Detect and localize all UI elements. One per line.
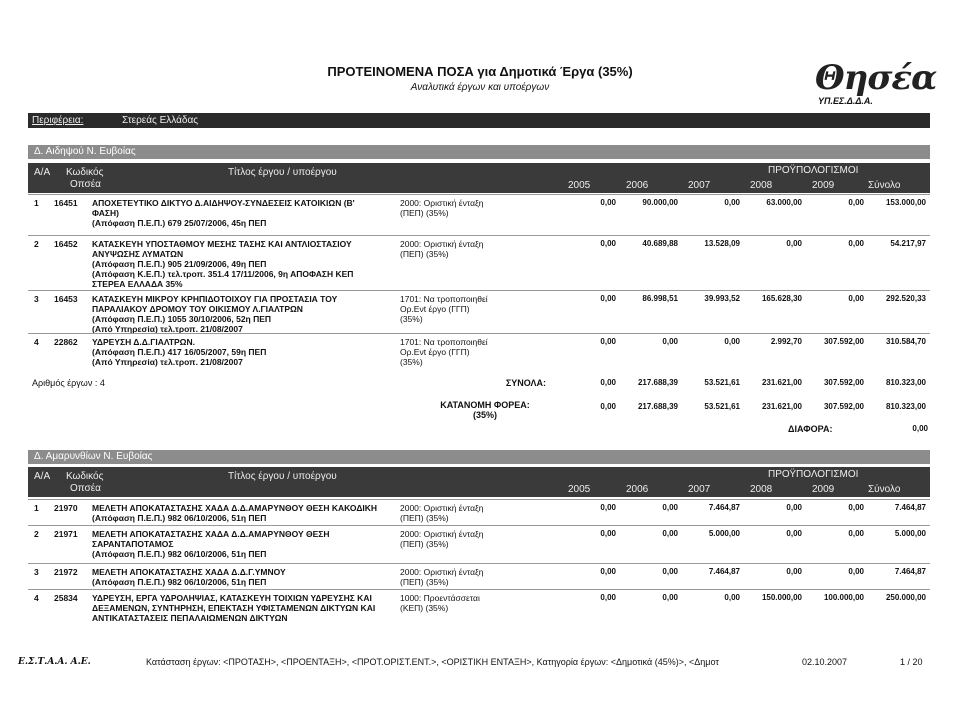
row-title-line: (Απόφαση Π.Ε.Π.) 982 06/10/2006, 51η ΠΕΠ — [92, 513, 267, 523]
alloc-value: 810.323,00 — [885, 402, 926, 411]
row-value: 0,00 — [662, 529, 678, 538]
row-category: (ΠΕΠ) (35%) — [400, 249, 449, 259]
row-title-line: (Απόφαση Π.Ε.Π.) 905 21/09/2006, 49η ΠΕΠ — [92, 259, 267, 269]
col-2005: 2005 — [568, 180, 591, 191]
row-value: 7.464,87 — [708, 503, 740, 512]
alloc-value: 231.621,00 — [761, 402, 802, 411]
municipality-name-2: Δ. Αμαρυνθίων Ν. Ευβοίας — [34, 451, 153, 462]
totals-value: 810.323,00 — [885, 378, 926, 387]
row-value: 13.528,09 — [704, 239, 740, 248]
row-value: 0,00 — [724, 593, 740, 602]
row-title-line: ΚΑΤΑΣΚΕΥΗ ΜΙΚΡΟΥ ΚΡΗΠΙΔΟΤΟΙΧΟΥ ΓΙΑ ΠΡΟΣΤΑΣΙΑ ΤΟΥ — [92, 294, 338, 304]
row-category: 1000: Προεντάσσεται — [400, 593, 480, 603]
municipality-name: Δ. Αιδηψού Ν. Ευβοίας — [34, 146, 136, 157]
row-category: 1701: Να τροποποιηθεί — [400, 294, 488, 304]
totals-value: 217.688,39 — [637, 378, 678, 387]
row-value: 0,00 — [600, 337, 616, 346]
row-title-line: ΦΑΣΗ) — [92, 208, 119, 218]
row-category: (ΠΕΠ) (35%) — [400, 539, 449, 549]
row-category: 2000: Οριστική ένταξη — [400, 567, 484, 577]
row-category: (ΠΕΠ) (35%) — [400, 208, 449, 218]
row-title-line: ΥΔΡΕΥΣΗ Δ.Δ.ΓΙΑΛΤΡΩΝ. — [92, 337, 195, 347]
row-value: 90.000,00 — [642, 198, 678, 207]
row-aa: 1 — [34, 503, 39, 513]
row-aa: 3 — [34, 567, 39, 577]
row-value: 0,00 — [662, 593, 678, 602]
row-title-line: ΜΕΛΕΤΗ ΑΠΟΚΑΤΑΣΤΑΣΗΣ ΧΑΔΑ Δ.Δ.Γ.ΥΜΝΟΥ — [92, 567, 286, 577]
row-value: 0,00 — [600, 593, 616, 602]
row-value: 7.464,87 — [894, 503, 926, 512]
row-value: 0,00 — [848, 294, 864, 303]
row-aa: 2 — [34, 239, 39, 249]
row-value: 153.000,00 — [885, 198, 926, 207]
row-value: 7.464,87 — [894, 567, 926, 576]
page-subtitle: Αναλυτικά έργων και υποέργων — [410, 82, 550, 93]
row-value: 0,00 — [600, 198, 616, 207]
row-category: 2000: Οριστική ένταξη — [400, 503, 484, 513]
totals-label: ΣΥΝΟΛΑ: — [505, 378, 546, 388]
row-category: (35%) — [400, 314, 423, 324]
row-value: 0,00 — [724, 198, 740, 207]
diff-label: ΔΙΑΦΟΡΑ: — [788, 424, 833, 434]
row-title-line: ΣΑΡΑΝΤΑΠΟΤΑΜΟΣ — [92, 539, 174, 549]
row-code: 21970 — [54, 503, 78, 513]
row-value: 0,00 — [600, 503, 616, 512]
row-value: 40.689,88 — [642, 239, 678, 248]
col-title: Τίτλος έργου / υποέργου — [228, 167, 337, 178]
totals-value: 53.521,61 — [704, 378, 740, 387]
row-code: 25834 — [54, 593, 78, 603]
row-title-line: (Από Υπηρεσία) τελ.τροπ. 21/08/2007 — [92, 357, 243, 367]
row-value: 2.992,70 — [770, 337, 802, 346]
page-title: ΠΡΟΤΕΙΝΟΜΕΝΑ ΠΟΣΑ για Δημοτικά Έργα (35%) — [327, 64, 633, 79]
alloc-value: 307.592,00 — [823, 402, 864, 411]
table-header — [28, 163, 930, 193]
row-code: 16451 — [54, 198, 78, 208]
row-title-line: (Απόφαση Κ.Ε.Π.) τελ.τροπ. 351.4 17/11/2006, 9η ΑΠΟΦΑΣΗ ΚΕΠ — [92, 269, 354, 279]
municipality-bar-2 — [28, 450, 930, 464]
row-aa: 2 — [34, 529, 39, 539]
row-code: 22862 — [54, 337, 78, 347]
row-aa: 4 — [34, 337, 39, 347]
row-category: 2000: Οριστική ένταξη — [400, 239, 484, 249]
table-header-2: Α/Α Κωδικός Οπσέα Τίτλος έργου / υποέργου ΠΡΟΫΠΟΛΟΓΙΣΜΟΙ 2005 2006 2007 2008 2009 Σύνολο — [28, 467, 930, 497]
row-value: 165.628,30 — [761, 294, 802, 303]
col-budget: ΠΡΟΫΠΟΛΟΓΙΣΜΟΙ — [768, 165, 859, 176]
row-value: 0,00 — [662, 337, 678, 346]
row-value: 0,00 — [662, 503, 678, 512]
diff-value: 0,00 — [912, 424, 928, 433]
alloc-value: 0,00 — [600, 402, 616, 411]
row-title-line: (Απόφαση Π.Ε.Π.) 1055 30/10/2006, 52η ΠΕΠ — [92, 314, 272, 324]
row-value: 292.520,33 — [885, 294, 926, 303]
row-title-line: ΚΑΤΑΣΚΕΥΗ ΥΠΟΣΤΑΘΜΟΥ ΜΕΣΗΣ ΤΑΣΗΣ ΚΑΙ ΑΝΤΛΙΟΣΤΑΣΙΟΥ — [92, 239, 352, 249]
row-value: 0,00 — [600, 567, 616, 576]
footer-date: 02.10.2007 — [802, 657, 848, 667]
page-number: 1 / 20 — [900, 657, 923, 667]
row-value: 307.592,00 — [823, 337, 864, 346]
col-code-sub: Οπσέα — [70, 179, 101, 190]
row-title-line: ΠΑΡΑΛΙΑΚΟΥ ΔΡΟΜΟΥ ΤΟΥ ΟΙΚΙΣΜΟΥ Λ.ΓΙΑΛΤΡΩΝ — [92, 304, 303, 314]
row-title-line: ΥΔΡΕΥΣΗ, ΕΡΓΑ ΥΔΡΟΛΗΨΙΑΣ, ΚΑΤΑΣΚΕΥΗ ΤΟΙΧΙΩΝ ΥΔΡΕΥΣΗΣ ΚΑΙ — [92, 593, 372, 603]
row-value: 7.464,87 — [708, 567, 740, 576]
row-value: 0,00 — [724, 337, 740, 346]
row-value: 0,00 — [786, 529, 802, 538]
col-aa: Α/Α — [34, 167, 51, 178]
row-value: 250.000,00 — [885, 593, 926, 602]
row-aa: 1 — [34, 198, 39, 208]
col-2006: 2006 — [626, 180, 649, 191]
row-value: 86.998,51 — [642, 294, 678, 303]
logo: Θησέα — [815, 58, 937, 98]
row-value: 0,00 — [786, 567, 802, 576]
row-title-line: ΜΕΛΕΤΗ ΑΠΟΚΑΤΑΣΤΑΣΗΣ ΧΑΔΑ Δ.Δ.ΑΜΑΡΥΝΘΟΥ ΘΕΣΗ — [92, 529, 330, 539]
row-value: 54.217,97 — [890, 239, 926, 248]
row-value: 0,00 — [600, 529, 616, 538]
row-code: 16453 — [54, 294, 78, 304]
footer-org: Ε.Σ.Τ.Α.Α. Α.Ε. — [18, 657, 91, 667]
row-code: 16452 — [54, 239, 78, 249]
col-2007: 2007 — [688, 180, 711, 191]
row-value: 39.993,52 — [704, 294, 740, 303]
totals-value: 0,00 — [600, 378, 616, 387]
col-2009: 2009 — [812, 180, 835, 191]
row-value: 0,00 — [848, 529, 864, 538]
row-value: 5.000,00 — [708, 529, 740, 538]
row-title-line: ΣΤΕΡΕΑ ΕΛΛΑΔΑ 35% — [92, 279, 183, 289]
row-category: (ΠΕΠ) (35%) — [400, 513, 449, 523]
table-row — [28, 290, 930, 333]
row-title-line: (Απόφαση Π.Ε.Π.) 982 06/10/2006, 51η ΠΕΠ — [92, 577, 267, 587]
alloc-label: ΚΑΤΑΝΟΜΗ ΦΟΡΕΑ: (35%) — [440, 400, 530, 420]
municipality-bar — [28, 145, 930, 159]
table-row — [28, 589, 930, 629]
row-value: 0,00 — [600, 239, 616, 248]
row-value: 0,00 — [848, 198, 864, 207]
table-row — [28, 333, 930, 369]
row-title-line: (Απόφαση Π.Ε.Π.) 679 25/07/2006, 45η ΠΕΠ — [92, 218, 267, 228]
row-value: 100.000,00 — [823, 593, 864, 602]
row-value: 0,00 — [600, 294, 616, 303]
logo-subtitle: ΥΠ.ΕΣ.Δ.Δ.Α. — [818, 96, 873, 106]
row-value: 150.000,00 — [761, 593, 802, 602]
col-2008: 2008 — [750, 180, 773, 191]
row-value: 310.584,70 — [885, 337, 926, 346]
row-value: 5.000,00 — [894, 529, 926, 538]
table-row — [28, 235, 930, 290]
row-category: Ορ.Ενt έργο (ΓΓΠ) — [400, 304, 470, 314]
table-row — [28, 194, 930, 235]
row-value: 0,00 — [786, 239, 802, 248]
row-category: (ΚΕΠ) (35%) — [400, 603, 449, 613]
row-category: 2000: Οριστική ένταξη — [400, 529, 484, 539]
region-bar — [28, 113, 930, 128]
footer-legend: Κατάσταση έργων: <ΠΡΟΤΑΣΗ>, <ΠΡΟΕΝΤΑΞΗ>, <ΠΡΟΤ.ΟΡΙΣΤ.ΕΝΤ.>, <ΟΡΙΣΤΙΚΗ ΕΝΤΑΞΗ>, Κατηγορία έργων: <Δημοτικά (45%)>, <Δημοτ — [146, 657, 719, 667]
row-code: 21972 — [54, 567, 78, 577]
alloc-value: 217.688,39 — [637, 402, 678, 411]
row-title-line: (Απόφαση Π.Ε.Π.) 982 06/10/2006, 51η ΠΕΠ — [92, 549, 267, 559]
row-code: 21971 — [54, 529, 78, 539]
row-value: 63.000,00 — [766, 198, 802, 207]
row-category: (35%) — [400, 357, 423, 367]
row-value: 0,00 — [848, 567, 864, 576]
row-title-line: ΑΝΥΨΩΣΗΣ ΛΥΜΑΤΩΝ — [92, 249, 184, 259]
totals-value: 231.621,00 — [761, 378, 802, 387]
row-aa: 3 — [34, 294, 39, 304]
row-category: 1701: Να τροποποιηθεί — [400, 337, 488, 347]
project-count: Αριθμός έργων : 4 — [32, 378, 105, 388]
region-label: Περιφέρεια: — [32, 115, 84, 126]
row-value: 0,00 — [786, 503, 802, 512]
col-code: Κωδικός — [66, 167, 104, 178]
row-category: (ΠΕΠ) (35%) — [400, 577, 449, 587]
table-row — [28, 563, 930, 589]
row-value: 0,00 — [662, 567, 678, 576]
row-title-line: ΔΕΞΑΜΕΝΩΝ, ΣΥΝΤΗΡΗΣΗ, ΕΠΕΚΤΑΣΗ ΥΦΙΣΤΑΜΕΝΩΝ ΔΙΚΤΥΩΝ ΚΑΙ — [92, 603, 376, 613]
alloc-value: 53.521,61 — [704, 402, 740, 411]
row-title-line: (Από Υπηρεσία) τελ.τροπ. 21/08/2007 — [92, 324, 243, 334]
row-category: 2000: Οριστική ένταξη — [400, 198, 484, 208]
region-value: Στερεάς Ελλάδας — [122, 115, 199, 126]
row-title-line: ΑΝΤΙΚΑΤΑΣΤΑΣΕΙΣ ΠΕΠΑΛΑΙΩΜΕΝΩΝ ΔΙΚΤΥΩΝ — [92, 613, 288, 623]
row-value: 0,00 — [848, 503, 864, 512]
totals-value: 307.592,00 — [823, 378, 864, 387]
table-row — [28, 499, 930, 525]
table-row — [28, 525, 930, 563]
row-title-line: ΑΠΟΧΕΤΕΥΤΙΚΟ ΔΙΚΤΥΟ Δ.ΑΙΔΗΨΟΥ-ΣΥΝΔΕΣΕΙΣ ΚΑΤΟΙΚΙΩΝ (Β' — [92, 198, 355, 208]
row-value: 0,00 — [848, 239, 864, 248]
row-aa: 4 — [34, 593, 39, 603]
row-title-line: ΜΕΛΕΤΗ ΑΠΟΚΑΤΑΣΤΑΣΗΣ ΧΑΔΑ Δ.Δ.ΑΜΑΡΥΝΘΟΥ ΘΕΣΗ ΚΑΚΟΔΙΚΗ — [92, 503, 378, 513]
row-title-line: (Απόφαση Π.Ε.Π.) 417 16/05/2007, 59η ΠΕΠ — [92, 347, 267, 357]
col-total: Σύνολο — [868, 180, 901, 191]
row-category: Ορ.Ενt έργο (ΓΓΠ) — [400, 347, 470, 357]
